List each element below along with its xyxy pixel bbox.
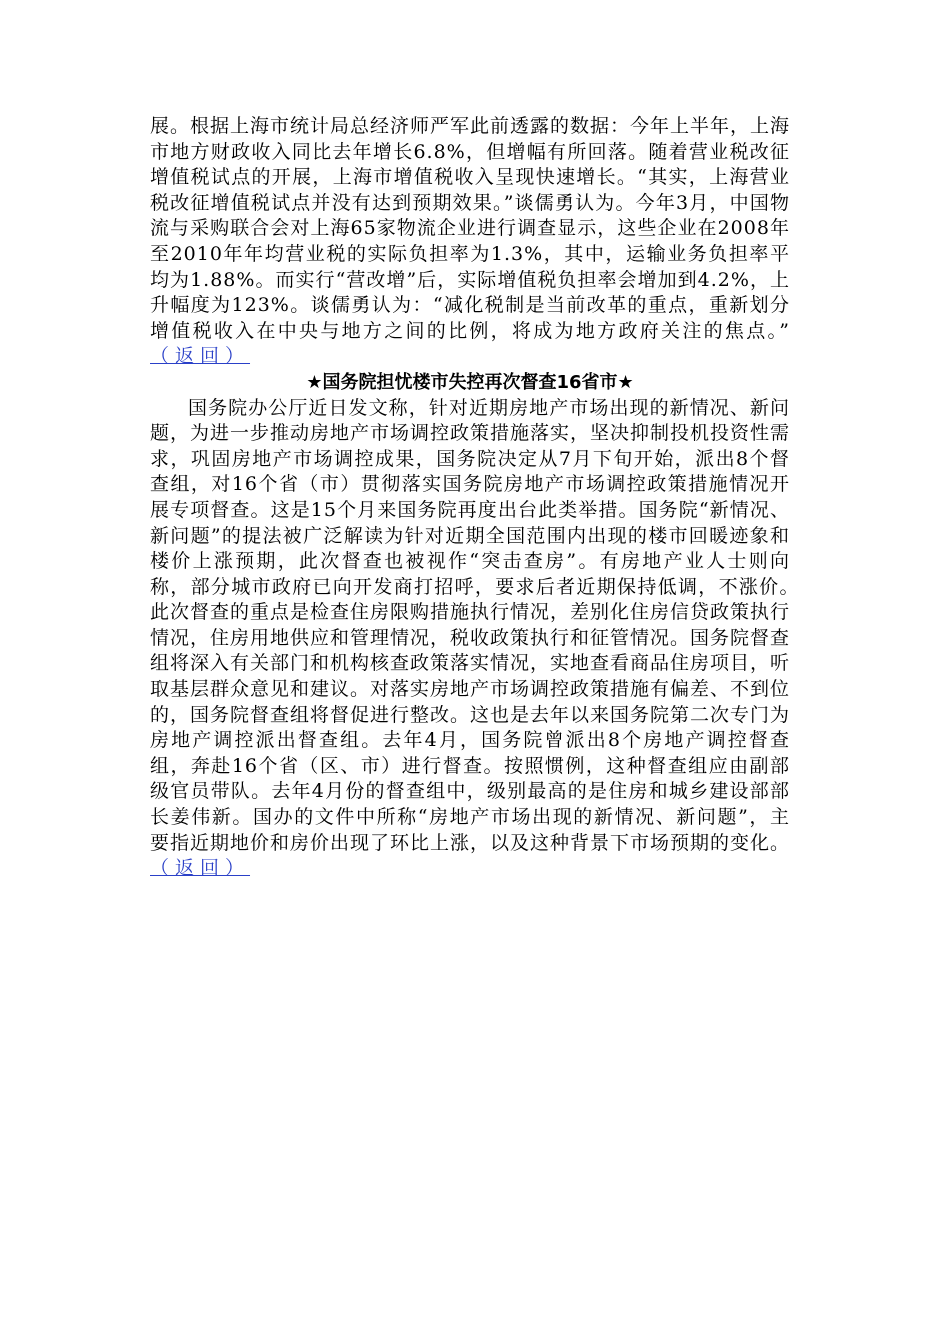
document-page (150, 114, 811, 882)
article-paragraph-tax-reform (150, 114, 790, 370)
back-link[interactable]: （返回） (150, 857, 251, 880)
article-text: 国务院办公厅近日发文称，针对近期房地产市场出现的新情况、新问题，为进一步推动房地产市场调控政策措施落实，坚决抑制投机投资性需求，巩固房地产市场调控成果，国务院决定从7月下旬开始，派出8个督查组，对16个省（市）贯彻落实国务院房地产市场调控政策措施情况开展专项督查。这是15个月来国务院再度出台此类举措。国务院“新情况、新问题”的提法被广泛解读为针对近期全国范围内出现的楼市回暖迹象和楼价上涨预期，此次督查也被视作“突击查房”。有房地产业人士则向称，部分城市政府已向开发商打招呼，要求后者近期保持低调，不涨价。 此次督查的重点是检查住房限购措施执行情况，差别化住房信贷政策执行情况，住房用地供应和管理情况，税收政策执行和征管情况。国务院督查组将深入有关部门和机构核查政策落实情况，实地查看商品住房项目，听取基层群众意见和建议。对落实房地产市场调控政策措施有偏差、不到位的，国务院督查组将督促进行整改。这也是去年以来国务院第二次专门为房地产调控派出督查组。去年4月，国务院曾派出8个房地产调控督查组，奔赴16个省（区、市）进行督查。按照惯例，这种督查组应由副部级官员带队。去年4月份的督查组中，级别最高的是住房和城乡建设部部长姜伟新。国办的文件中所称“房地产市场出现的新情况、新问题”，主要指近期地价和房价出现了环比上涨，以及这种背景下市场预期的变化。 (150, 396, 811, 854)
back-link[interactable]: （返回） (150, 345, 251, 368)
article-title: ★国务院担忧楼市失控再次督查16省市★ (306, 371, 634, 393)
article-paragraph-housing-inspection (150, 396, 811, 882)
article-text: 展。根据上海市统计局总经济师严军此前透露的数据：今年上半年，上海市地方财政收入同比去年增长6.8%，但增幅有所回落。随着营业税改征增值税试点的开展，上海市增值税收入呈现快速增长。“其实，上海营业税改征增值税试点并没有达到预期效果。”谈儒勇认为。今年3月，中国物流与采购联合会对上海65家物流企业进行调查显示，这些企业在2008年至2010年年均营业税的实际负担率为1.3%，其中，运输业务负担率平均为1.88%。而实行“营改增”后，实际增值税负担率会增加到4.2%，上升幅度为123%。谈儒勇认为：“减化税制是当前改革的重点，重新划分增值税收入在中央与地方之间的比例，将成为地方政府关注的焦点。” (150, 115, 791, 342)
